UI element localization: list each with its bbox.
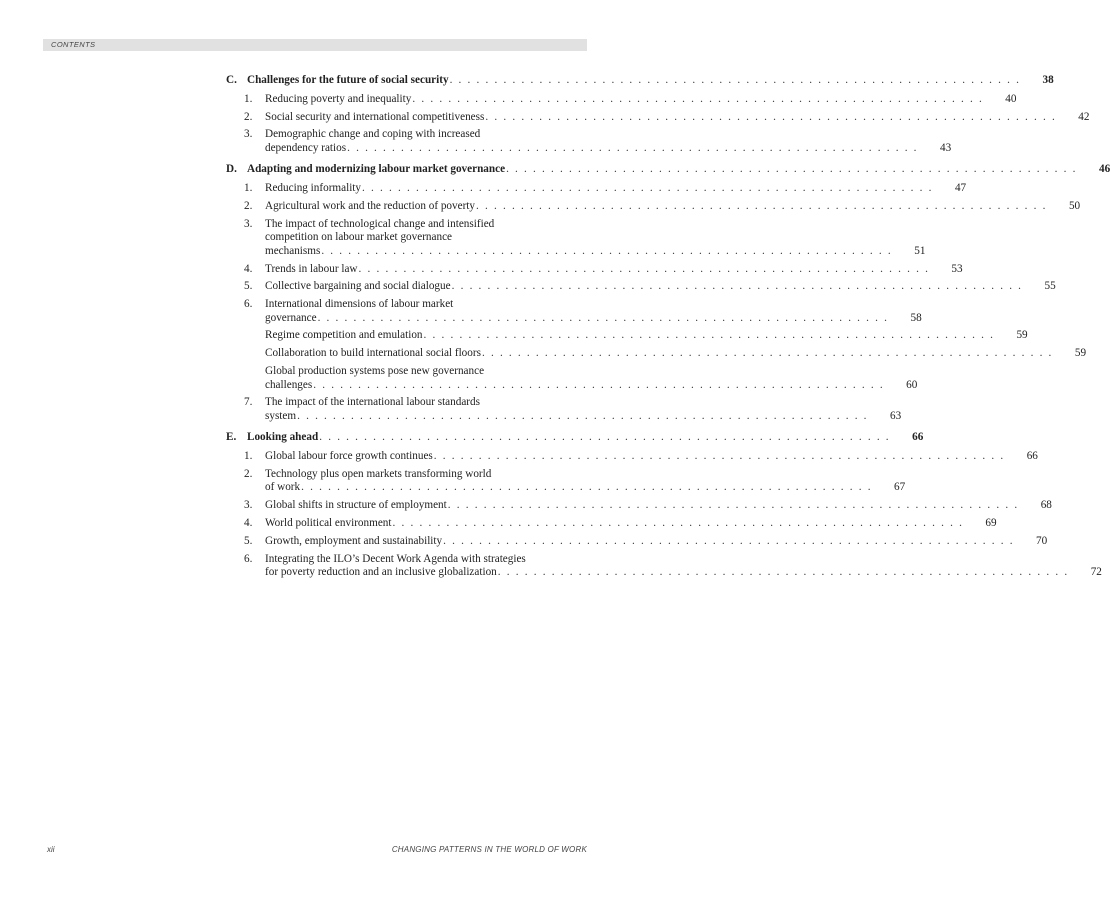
toc-entry-title: Challenges for the future of social security bbox=[247, 74, 449, 86]
toc-entry-text bbox=[265, 128, 921, 155]
dot-leader: . . . . . . . . . . . . . . . . . . . . . . . . . . . . . . . . . . . . . . . . . . . . . . . . . . . . . . . . . . . . . . . . bbox=[476, 199, 1048, 212]
toc-entry-title: Global labour force growth continues bbox=[265, 450, 433, 463]
toc-entry-title-line: competition on labour market governance bbox=[265, 231, 453, 244]
toc-entry-number: 2. bbox=[244, 110, 253, 123]
toc-entry-title: Collaboration to build international social floors bbox=[265, 347, 481, 360]
toc-entry-title: Global shifts in structure of employment bbox=[265, 499, 447, 512]
toc-page-number: 58 bbox=[910, 311, 922, 324]
toc-entry-text bbox=[265, 111, 1059, 125]
running-footer-title: CHANGING PATTERNS IN THE WORLD OF WORK bbox=[391, 845, 587, 854]
dot-leader: . . . . . . . . . . . . . . . . . . . . . . . . . . . . . . . . . . . . . . . . . . . . . . . . . . . . . . . . . . . . . . . . bbox=[443, 534, 1015, 547]
toc-entry-text bbox=[265, 450, 1008, 464]
toc-page-number: 42 bbox=[1078, 110, 1090, 123]
toc-entry-title-line: Technology plus open markets transforming world bbox=[265, 467, 492, 480]
toc-page-number: 66 bbox=[912, 431, 924, 444]
toc-entry-text bbox=[265, 499, 1022, 513]
toc-entry-number: 4. bbox=[244, 517, 253, 530]
toc-entry-text bbox=[265, 365, 887, 392]
toc-entry-text bbox=[265, 263, 933, 277]
dot-leader: . . . . . . . . . . . . . . . . . . . . . . . . . . . . . . . . . . . . . . . . . . . . . . . . . . . . . . . . . . . . . . . . bbox=[319, 431, 891, 444]
dot-leader: . . . . . . . . . . . . . . . . . . . . . . . . . . . . . . . . . . . . . . . . . . . . . . . . . . . . . . . . . . . . . . . . bbox=[423, 329, 995, 342]
toc-entry-number: 2. bbox=[244, 467, 253, 480]
toc-entry bbox=[226, 280, 1056, 294]
dot-leader: . . . . . . . . . . . . . . . . . . . . . . . . . . . . . . . . . . . . . . . . . . . . . . . . . . . . . . . . . . . . . . . . bbox=[301, 481, 873, 494]
toc-page-number: 63 bbox=[890, 409, 902, 422]
toc-entry bbox=[226, 329, 1028, 343]
toc-entry-title: for poverty reduction and an inclusive globalization bbox=[265, 566, 497, 579]
dot-leader: . . . . . . . . . . . . . . . . . . . . . . . . . . . . . . . . . . . . . . . . . . . . . . . . . . . . . . . . . . . . . . . . bbox=[506, 163, 1078, 176]
dot-leader: . . . . . . . . . . . . . . . . . . . . . . . . . . . . . . . . . . . . . . . . . . . . . . . . . . . . . . . . . . . . . . . . bbox=[481, 347, 1054, 360]
toc-page-number: 67 bbox=[894, 481, 906, 494]
toc-entry-text bbox=[265, 347, 1056, 361]
page-number: xii bbox=[47, 845, 55, 854]
toc-entry bbox=[226, 298, 922, 325]
toc-entry-number: 1. bbox=[244, 182, 253, 195]
toc-entry-title: Regime competition and emulation bbox=[265, 329, 423, 342]
toc-section-entry bbox=[226, 431, 924, 445]
toc-page-number: 68 bbox=[1040, 499, 1052, 512]
toc-entry-text bbox=[265, 218, 895, 259]
dot-leader: . . . . . . . . . . . . . . . . . . . . . . . . . . . . . . . . . . . . . . . . . . . . . . . . . . . . . . . . . . . . . . . . bbox=[347, 141, 919, 154]
toc-entry-text bbox=[265, 200, 1050, 214]
toc-page-number: 47 bbox=[954, 182, 967, 195]
dot-leader: . . . . . . . . . . . . . . . . . . . . . . . . . . . . . . . . . . . . . . . . . . . . . . . . . . . . . . . . . . . . . . . . bbox=[485, 110, 1057, 123]
toc-entry-title-line: Integrating the ILO’s Decent Work Agenda with strategies bbox=[265, 552, 526, 565]
toc-entry-text bbox=[247, 163, 1080, 177]
toc-page-number: 59 bbox=[1016, 329, 1028, 342]
toc-entry-number: 1. bbox=[244, 92, 253, 105]
toc-page-number: 60 bbox=[906, 378, 918, 391]
toc-entry bbox=[226, 450, 1038, 464]
toc-page-number: 70 bbox=[1036, 534, 1048, 547]
toc-entry bbox=[226, 92, 1017, 107]
dot-leader: . . . . . . . . . . . . . . . . . . . . . . . . . . . . . . . . . . . . . . . . . . . . . . . . . . . . . . . . . . . . . . . . bbox=[449, 74, 1021, 86]
toc-entry-text bbox=[265, 298, 892, 325]
toc-entry-title: World political environment bbox=[265, 517, 392, 530]
toc-entry-text bbox=[247, 74, 1024, 88]
toc-entry-title: Agricultural work and the reduction of poverty bbox=[265, 199, 476, 212]
toc-entry-title: of work bbox=[265, 481, 301, 494]
toc-page-number: 66 bbox=[1026, 450, 1038, 463]
toc-page-number: 59 bbox=[1074, 347, 1087, 360]
table-of-contents bbox=[226, 74, 1110, 584]
toc-section-entry bbox=[226, 74, 1054, 88]
toc-entry-text bbox=[265, 468, 875, 495]
toc-entry-text bbox=[265, 396, 871, 423]
toc-page-number: 55 bbox=[1044, 280, 1056, 293]
toc-page-number: 43 bbox=[940, 141, 952, 154]
toc-entry bbox=[226, 217, 926, 259]
toc-entry-title: challenges bbox=[265, 378, 313, 391]
toc-entry-number: 3. bbox=[244, 499, 253, 512]
toc-entry-title-line: The impact of the international labour standards bbox=[265, 396, 480, 409]
dot-leader: . . . . . . . . . . . . . . . . . . . . . . . . . . . . . . . . . . . . . . . . . . . . . . . . . . . . . . . . . . . . . . . . bbox=[447, 499, 1019, 512]
toc-entry-title-line: Demographic change and coping with increased bbox=[265, 128, 481, 141]
toc-entry-title: Growth, employment and sustainability bbox=[265, 534, 443, 547]
dot-leader: . . . . . . . . . . . . . . . . . . . . . . . . . . . . . . . . . . . . . . . . . . . . . . . . . . . . . . . . . . . . . . . . bbox=[433, 450, 1005, 463]
dot-leader: . . . . . . . . . . . . . . . . . . . . . . . . . . . . . . . . . . . . . . . . . . . . . . . . . . . . . . . . . . . . . . . . bbox=[451, 280, 1023, 293]
dot-leader: . . . . . . . . . . . . . . . . . . . . . . . . . . . . . . . . . . . . . . . . . . . . . . . . . . . . . . . . . . . . . . . . bbox=[497, 566, 1069, 579]
toc-page-number: 40 bbox=[1005, 92, 1017, 105]
toc-entry-text bbox=[265, 329, 998, 343]
dot-leader: . . . . . . . . . . . . . . . . . . . . . . . . . . . . . . . . . . . . . . . . . . . . . . . . . . . . . . . . . . . . . . . . bbox=[317, 311, 889, 324]
toc-entry-number: 4. bbox=[244, 262, 253, 275]
toc-entry-text bbox=[265, 535, 1017, 549]
toc-entry-title: Reducing poverty and inequality bbox=[265, 92, 412, 105]
toc-entry-number: 2. bbox=[244, 199, 253, 212]
toc-entry-title: mechanisms bbox=[265, 244, 321, 257]
toc-section-entry bbox=[226, 163, 1110, 177]
dot-leader: . . . . . . . . . . . . . . . . . . . . . . . . . . . . . . . . . . . . . . . . . . . . . . . . . . . . . . . . . . . . . . . . bbox=[321, 244, 893, 257]
running-header-bar bbox=[43, 39, 587, 51]
toc-entry-title: Adapting and modernizing labour market governance bbox=[247, 163, 506, 176]
toc-page-number: 69 bbox=[985, 517, 997, 530]
toc-page-number: 53 bbox=[951, 262, 963, 275]
toc-page-number: 46 bbox=[1098, 163, 1110, 176]
toc-entry-number: C. bbox=[226, 74, 237, 86]
toc-entry bbox=[226, 499, 1052, 513]
toc-entry bbox=[226, 110, 1090, 125]
toc-entry-title: dependency ratios bbox=[265, 141, 347, 154]
dot-leader: . . . . . . . . . . . . . . . . . . . . . . . . . . . . . . . . . . . . . . . . . . . . . . . . . . . . . . . . . . . . . . . . bbox=[412, 92, 984, 105]
toc-entry-text bbox=[265, 93, 986, 107]
toc-entry-text bbox=[265, 517, 967, 531]
running-header-label: CONTENTS bbox=[51, 40, 96, 49]
toc-entry-title-line: International dimensions of labour market bbox=[265, 298, 454, 311]
toc-entry-number: 5. bbox=[244, 534, 253, 547]
toc-entry-text bbox=[265, 553, 1072, 580]
toc-entry bbox=[226, 128, 952, 155]
toc-entry bbox=[226, 534, 1048, 549]
toc-entry-title: system bbox=[265, 409, 297, 422]
toc-entry bbox=[226, 517, 997, 531]
dot-leader: . . . . . . . . . . . . . . . . . . . . . . . . . . . . . . . . . . . . . . . . . . . . . . . . . . . . . . . . . . . . . . . . bbox=[358, 262, 930, 275]
dot-leader: . . . . . . . . . . . . . . . . . . . . . . . . . . . . . . . . . . . . . . . . . . . . . . . . . . . . . . . . . . . . . . . . bbox=[313, 378, 885, 391]
toc-page-number: 50 bbox=[1068, 199, 1081, 212]
toc-entry-title-line: Global production systems pose new governance bbox=[265, 365, 485, 378]
toc-entry-text bbox=[247, 431, 893, 445]
toc-entry-number: 3. bbox=[244, 128, 253, 141]
toc-entry-number: 6. bbox=[244, 298, 253, 311]
toc-entry-title: Reducing informality bbox=[265, 182, 362, 195]
toc-entry-number: E. bbox=[226, 431, 237, 444]
toc-entry-number: 1. bbox=[244, 450, 253, 463]
toc-entry bbox=[226, 347, 1087, 361]
toc-entry-title: Social security and international competitiveness bbox=[265, 110, 485, 123]
toc-entry bbox=[226, 396, 902, 423]
toc-entry-title: Looking ahead bbox=[247, 431, 319, 444]
toc-entry-title: Trends in labour law bbox=[265, 262, 358, 275]
toc-entry-number: D. bbox=[226, 163, 237, 176]
toc-entry-text bbox=[265, 182, 936, 196]
toc-entry-number: 7. bbox=[244, 396, 253, 409]
toc-entry-title: governance bbox=[265, 311, 317, 324]
toc-entry-number: 5. bbox=[244, 280, 253, 293]
toc-entry bbox=[226, 182, 967, 196]
toc-entry-number: 6. bbox=[244, 552, 253, 565]
dot-leader: . . . . . . . . . . . . . . . . . . . . . . . . . . . . . . . . . . . . . . . . . . . . . . . . . . . . . . . . . . . . . . . . bbox=[297, 409, 869, 422]
toc-entry-title: Collective bargaining and social dialogue bbox=[265, 280, 451, 293]
toc-entry bbox=[226, 365, 918, 392]
toc-entry bbox=[226, 552, 1102, 580]
toc-entry bbox=[226, 262, 963, 277]
toc-page-number: 51 bbox=[914, 244, 926, 257]
dot-leader: . . . . . . . . . . . . . . . . . . . . . . . . . . . . . . . . . . . . . . . . . . . . . . . . . . . . . . . . . . . . . . . . bbox=[362, 182, 934, 195]
dot-leader: . . . . . . . . . . . . . . . . . . . . . . . . . . . . . . . . . . . . . . . . . . . . . . . . . . . . . . . . . . . . . . . . bbox=[392, 517, 964, 530]
toc-entry-title-line: The impact of technological change and intensified bbox=[265, 217, 495, 230]
toc-page-number: 38 bbox=[1042, 74, 1054, 86]
toc-page-number: 72 bbox=[1090, 566, 1102, 579]
toc-entry bbox=[226, 467, 906, 495]
toc-entry-text bbox=[265, 280, 1026, 294]
toc-entry-number: 3. bbox=[244, 217, 253, 230]
toc-entry bbox=[226, 199, 1081, 214]
